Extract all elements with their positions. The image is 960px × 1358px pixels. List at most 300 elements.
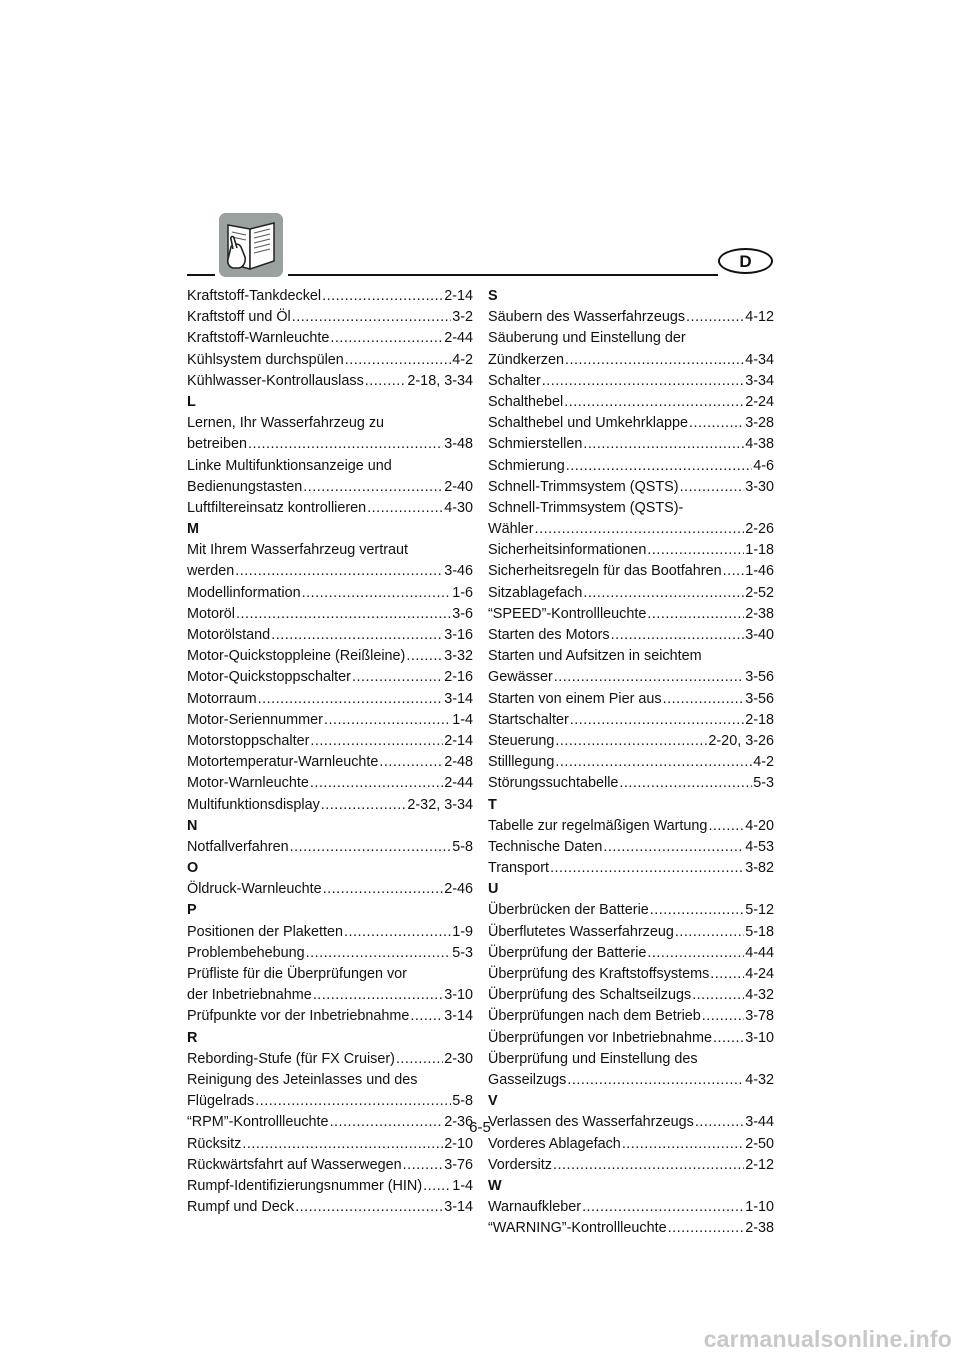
index-entry-page: 2-14 — [444, 732, 473, 749]
header-rule-right — [288, 274, 718, 276]
index-entry — [488, 392, 774, 413]
index-entry-label: Tabelle zur regelmäßigen Wartung — [488, 817, 708, 834]
index-entry-label: Überprüfung des Kraftstoffsystems — [488, 966, 710, 982]
dot-leader — [406, 646, 443, 667]
index-entry-label: Flügelrads — [187, 1093, 255, 1110]
dot-leader — [680, 477, 745, 498]
index-entry-page: 4-32 — [745, 1071, 774, 1088]
index-entry — [488, 837, 774, 858]
index-entry — [488, 583, 774, 604]
dot-leader — [345, 350, 451, 371]
dot-leader — [352, 667, 443, 688]
index-entry-label: Kraftstoff-Warnleuchte — [187, 330, 330, 347]
dot-leader — [423, 1176, 451, 1197]
dot-leader — [410, 1006, 443, 1027]
dot-leader — [310, 731, 443, 752]
index-entry-page: 3-28 — [745, 415, 774, 432]
index-entry-page: 3-78 — [745, 1008, 774, 1025]
index-entry — [187, 1049, 473, 1070]
index-entry-label: Rücksitz — [187, 1135, 242, 1152]
index-entry-label: Notfallverfahren — [187, 838, 289, 855]
dot-leader — [611, 625, 745, 646]
index-entry — [187, 1091, 473, 1112]
dot-leader — [324, 710, 451, 731]
dot-leader — [271, 625, 443, 646]
index-entry-continuation: Säuberung und Einstellung der — [488, 330, 686, 347]
dot-leader — [295, 1197, 443, 1218]
dot-leader — [650, 900, 744, 921]
dot-leader — [290, 837, 452, 858]
dot-leader — [668, 1218, 745, 1239]
index-entry-label: “SPEED”-Kontrollleuchte — [488, 605, 647, 622]
index-entry — [488, 1006, 774, 1027]
dot-leader — [647, 540, 744, 561]
index-entry-label: Gasseilzugs — [488, 1071, 567, 1088]
index-section-letter: R — [187, 1029, 198, 1046]
index-entry-label: Sitzablagefach — [488, 584, 583, 601]
index-entry-label: Rumpf und Deck — [187, 1199, 295, 1216]
index-entry — [488, 731, 774, 752]
language-badge: D — [718, 248, 773, 274]
index-entry — [187, 371, 473, 392]
index-entry-page: 3-2 — [452, 309, 473, 326]
index-entry — [488, 1134, 774, 1155]
index-entry-label: Motor-Quickstoppleine (Reißleine) — [187, 648, 406, 665]
index-entry-continuation: Überprüfung und Einstellung des — [488, 1050, 698, 1067]
dot-leader — [603, 837, 744, 858]
index-entry-page: 2-20, 3-26 — [708, 732, 774, 749]
index-entry-page: 4-2 — [452, 351, 473, 368]
dot-leader — [258, 689, 444, 710]
index-entry-label: Schmierung — [488, 457, 565, 474]
index-entry — [187, 985, 473, 1006]
dot-leader — [647, 943, 744, 964]
index-entry-page: 2-12 — [745, 1156, 774, 1173]
watermark: carmanualsonline.info — [703, 1326, 952, 1352]
index-entry — [187, 328, 473, 349]
dot-leader — [582, 1197, 744, 1218]
index-entry-continuation: Starten und Aufsitzen in seichtem — [488, 648, 702, 665]
index-entry-page: 5-8 — [452, 1093, 473, 1110]
index-entry-page: 5-12 — [745, 902, 774, 919]
index-entry-page: 3-34 — [745, 372, 774, 389]
dot-leader — [689, 413, 744, 434]
index-entry-page: 2-50 — [745, 1135, 774, 1152]
index-entry — [187, 943, 473, 964]
dot-leader — [702, 1006, 744, 1027]
index-entry-label: der Inbetriebnahme — [187, 987, 312, 1004]
dot-leader — [619, 773, 752, 794]
index-entry-label: werden — [187, 563, 235, 580]
index-entry-label: “RPM”-Kontrollleuchte — [187, 1114, 329, 1131]
index-entry — [187, 286, 473, 307]
index-section-letter: N — [187, 817, 198, 834]
manual-hand-icon — [219, 213, 283, 277]
index-entry-page: 3-48 — [444, 436, 473, 453]
index-entry — [488, 1155, 774, 1176]
index-entry-label: Schalthebel und Umkehrklappe — [488, 415, 688, 432]
index-entry — [488, 1028, 774, 1049]
index-entry-label: Motortemperatur-Warnleuchte — [187, 754, 379, 771]
dot-leader — [396, 1049, 443, 1070]
index-entry-page: 2-16 — [444, 669, 473, 686]
index-entry-label: Motor-Seriennummer — [187, 711, 323, 728]
index-column-right — [488, 286, 774, 1239]
index-entry — [488, 350, 774, 371]
header-rule-left — [187, 274, 215, 276]
index-entry-page: 2-10 — [444, 1135, 473, 1152]
index-entry-label: Motorölstand — [187, 627, 271, 643]
index-entry-label: Luftfiltereinsatz kontrollieren — [187, 499, 367, 516]
dot-leader — [550, 858, 744, 879]
index-entry-label: Überprüfungen nach dem Betrieb — [488, 1008, 701, 1025]
dot-leader — [344, 922, 451, 943]
index-entry-page: 3-16 — [444, 627, 473, 643]
dot-leader — [708, 816, 744, 837]
index-entry-page: 4-44 — [745, 944, 774, 961]
index-entry-label: Warnaufkleber — [488, 1199, 582, 1216]
index-entry — [488, 943, 774, 964]
dot-leader — [713, 1028, 744, 1049]
index-section-letter: M — [187, 521, 199, 538]
index-entry-label: Vorderes Ablagefach — [488, 1135, 621, 1152]
index-entry — [488, 816, 774, 837]
dot-leader — [255, 1091, 451, 1112]
index-entry-label: Kühlwasser-Kontrollauslass — [187, 372, 364, 389]
index-entry — [187, 922, 473, 943]
index-entry-continuation: Mit Ihrem Wasserfahrzeug vertraut — [187, 542, 408, 559]
index-entry-page: 4-30 — [444, 499, 473, 516]
index-entry-label: Kraftstoff und Öl — [187, 309, 291, 326]
dot-leader — [567, 1070, 744, 1091]
dot-leader — [379, 752, 443, 773]
index-entry-label: Wähler — [488, 521, 534, 538]
page-number: 6-5 — [469, 1119, 491, 1136]
index-entry-page: 3-10 — [745, 1029, 774, 1046]
dot-leader — [235, 561, 443, 582]
index-entry — [187, 1134, 473, 1155]
index-entry-label: Motoröl — [187, 605, 235, 622]
index-entry — [187, 752, 473, 773]
index-entry-label: Technische Daten — [488, 838, 603, 855]
index-entry-label: Überflutetes Wasserfahrzeug — [488, 923, 674, 940]
dot-leader — [663, 689, 745, 710]
index-entry-page: 2-30 — [444, 1050, 473, 1067]
index-entry-page: 5-3 — [452, 944, 473, 961]
index-entry-label: Transport — [488, 860, 550, 877]
index-section-letter: W — [488, 1177, 502, 1194]
index-entry-page: 2-44 — [444, 775, 473, 792]
dot-leader — [242, 1134, 443, 1155]
dot-leader — [686, 307, 744, 328]
dot-leader — [565, 350, 744, 371]
dot-leader — [566, 456, 752, 477]
index-entry-page: 4-20 — [745, 817, 774, 834]
index-entry-page: 3-44 — [745, 1114, 774, 1131]
index-entry-label: Motorraum — [187, 690, 257, 707]
index-entry-page: 1-18 — [745, 542, 774, 559]
index-entry — [187, 731, 473, 752]
dot-leader — [313, 985, 443, 1006]
index-entry-label: Überprüfung der Batterie — [488, 944, 647, 961]
dot-leader — [647, 604, 744, 625]
index-entry-page: 2-18 — [745, 711, 774, 728]
index-entry-label: Problembehebung — [187, 944, 305, 961]
index-entry-page: 2-14 — [444, 288, 473, 304]
index-entry-label: Startschalter — [488, 711, 569, 728]
index-entry — [187, 1155, 473, 1176]
dot-leader — [583, 434, 744, 455]
index-entry — [187, 1176, 473, 1197]
index-entry — [187, 477, 473, 498]
index-entry-page: 3-30 — [745, 478, 774, 495]
index-entry-label: Prüfpunkte vor der Inbetriebnahme — [187, 1008, 410, 1025]
index-entry-continuation: Reinigung des Jeteinlasses und des — [187, 1071, 418, 1088]
index-entry — [187, 583, 473, 604]
index-entry-page: 4-24 — [745, 966, 774, 982]
index-entry — [488, 625, 774, 646]
index-entry — [488, 858, 774, 879]
index-entry — [187, 1006, 473, 1027]
index-entry-page: 2-40 — [444, 478, 473, 495]
index-entry — [488, 752, 774, 773]
dot-leader — [302, 583, 452, 604]
index-entry-page: 2-38 — [745, 1220, 774, 1237]
index-entry-page: 3-76 — [444, 1156, 473, 1173]
index-entry-label: Rebording-Stufe (für FX Cruiser) — [187, 1050, 395, 1067]
index-entry-label: Schnell-Trimmsystem (QSTS) — [488, 478, 679, 495]
index-entry-page: 2-36 — [444, 1114, 473, 1131]
index-entry-label: Motor-Quickstoppschalter — [187, 669, 351, 686]
index-entry — [187, 434, 473, 455]
index-entry — [187, 689, 473, 710]
index-entry-page: 1-46 — [745, 563, 774, 580]
dot-leader — [622, 1134, 744, 1155]
index-entry-page: 4-6 — [753, 457, 774, 474]
index-entry-label: betreiben — [187, 436, 248, 453]
index-entry — [488, 710, 774, 731]
dot-leader — [675, 922, 744, 943]
index-entry-label: Überprüfung des Schaltseilzugs — [488, 987, 692, 1004]
index-entry-continuation: Lernen, Ihr Wasserfahrzeug zu — [187, 415, 385, 432]
index-entry — [187, 773, 473, 794]
index-entry-label: Schalthebel — [488, 393, 564, 410]
index-entry — [187, 307, 473, 328]
index-entry — [488, 900, 774, 921]
index-section-letter: T — [488, 796, 497, 813]
index-entry — [488, 477, 774, 498]
dot-leader — [367, 498, 443, 519]
index-entry-label: Störungssuchtabelle — [488, 775, 619, 792]
dot-leader — [365, 371, 407, 392]
index-entry-label: Sicherheitsregeln für das Bootfahren — [488, 563, 722, 580]
index-entry-label: Gewässer — [488, 669, 553, 686]
dot-leader — [310, 773, 443, 794]
index-entry-label: “WARNING”-Kontrollleuchte — [488, 1220, 667, 1237]
index-entry — [187, 604, 473, 625]
index-entry — [187, 498, 473, 519]
index-entry-page: 2-52 — [745, 584, 774, 601]
index-entry — [187, 879, 473, 900]
index-entry-label: Verlassen des Wasserfahrzeugs — [488, 1114, 694, 1131]
index-entry — [488, 540, 774, 561]
index-section-letter: U — [488, 881, 499, 898]
index-entry — [488, 922, 774, 943]
index-entry-page: 5-3 — [753, 775, 774, 792]
dot-leader — [723, 561, 745, 582]
dot-leader — [570, 710, 744, 731]
index-entry-label: Stilllegung — [488, 754, 555, 771]
dot-leader — [583, 583, 744, 604]
index-entry-label: Rückwärtsfahrt auf Wasserwegen — [187, 1156, 402, 1173]
index-entry-page: 3-10 — [444, 987, 473, 1004]
index-entry-page: 4-32 — [745, 987, 774, 1004]
index-section-letter: V — [488, 1093, 498, 1110]
index-entry — [488, 519, 774, 540]
index-entry — [488, 561, 774, 582]
index-entry-label: Säubern des Wasserfahrzeugs — [488, 309, 686, 326]
dot-leader — [248, 434, 443, 455]
index-entry-label: Starten des Motors — [488, 627, 610, 643]
index-entry-label: Zündkerzen — [488, 351, 564, 368]
dot-leader — [403, 1155, 444, 1176]
index-entry — [187, 667, 473, 688]
index-entry-page: 3-14 — [444, 1199, 473, 1216]
dot-leader — [306, 943, 452, 964]
index-entry-page: 3-56 — [745, 669, 774, 686]
index-entry-label: Steuerung — [488, 732, 555, 749]
index-entry — [488, 434, 774, 455]
index-entry-continuation: Prüfliste für die Überprüfungen vor — [187, 966, 407, 982]
index-entry — [488, 1197, 774, 1218]
index-entry-label: Vordersitz — [488, 1156, 552, 1173]
index-section-letter: P — [187, 902, 197, 919]
index-entry-page: 2-18, 3-34 — [407, 372, 473, 389]
dot-leader — [564, 392, 744, 413]
index-entry-page: 3-32 — [444, 648, 473, 665]
index-entry-label: Positionen der Plaketten — [187, 923, 343, 940]
index-entry — [187, 350, 473, 371]
dot-leader — [710, 964, 744, 985]
index-entry-page: 1-4 — [452, 1177, 473, 1194]
index-entry-page: 3-14 — [444, 1008, 473, 1025]
index-entry — [187, 561, 473, 582]
index-entry — [187, 837, 473, 858]
index-section-letter: S — [488, 288, 498, 304]
index-entry-page: 5-18 — [745, 923, 774, 940]
index-entry-page: 2-32, 3-34 — [407, 796, 473, 813]
index-entry — [488, 307, 774, 328]
index-entry-page: 2-46 — [444, 881, 473, 898]
index-entry — [488, 1218, 774, 1239]
index-entry — [488, 371, 774, 392]
index-entry-page: 3-46 — [444, 563, 473, 580]
index-entry-label: Kraftstoff-Tankdeckel — [187, 288, 322, 304]
index-entry-page: 2-48 — [444, 754, 473, 771]
index-entry — [187, 710, 473, 731]
index-entry-label: Rumpf-Identifizierungsnummer (HIN) — [187, 1177, 423, 1194]
index-entry-page: 1-9 — [452, 923, 473, 940]
dot-leader — [692, 985, 744, 1006]
index-entry — [488, 456, 774, 477]
index-entry-label: Sicherheitsinformationen — [488, 542, 647, 559]
index-entry — [488, 689, 774, 710]
index-entry-page: 3-82 — [745, 860, 774, 877]
index-entry — [488, 964, 774, 985]
index-entry — [488, 667, 774, 688]
dot-leader — [330, 328, 443, 349]
index-section-letter: O — [187, 860, 199, 877]
index-entry — [488, 413, 774, 434]
index-entry-label: Motorstoppschalter — [187, 732, 310, 749]
index-entry-page: 4-53 — [745, 838, 774, 855]
index-entry-continuation: Schnell-Trimmsystem (QSTS)- — [488, 499, 684, 516]
index-entry-page: 2-24 — [745, 393, 774, 410]
index-entry — [187, 646, 473, 667]
index-entry-page: 4-38 — [745, 436, 774, 453]
index-entry-label: Bedienungstasten — [187, 478, 303, 495]
index-entry-label: Öldruck-Warnleuchte — [187, 881, 322, 898]
index-entry-page: 2-44 — [444, 330, 473, 347]
index-entry-label: Überprüfungen vor Inbetriebnahme — [488, 1029, 712, 1046]
index-entry-page: 1-4 — [452, 711, 473, 728]
dot-leader — [555, 731, 707, 752]
dot-leader — [322, 286, 443, 307]
index-entry-label: Schmierstellen — [488, 436, 583, 453]
index-entry — [488, 773, 774, 794]
index-entry-page: 3-56 — [745, 690, 774, 707]
index-entry — [488, 985, 774, 1006]
index-entry — [187, 625, 473, 646]
index-entry-page: 4-34 — [745, 351, 774, 368]
index-entry-label: Motor-Warnleuchte — [187, 775, 309, 792]
dot-leader — [535, 519, 745, 540]
index-entry — [488, 604, 774, 625]
index-entry — [488, 1070, 774, 1091]
dot-leader — [542, 371, 744, 392]
index-entry-page: 3-6 — [452, 605, 473, 622]
index-entry-page: 2-26 — [745, 521, 774, 538]
index-entry-continuation: Linke Multifunktionsanzeige und — [187, 457, 392, 474]
index-entry-page: 4-12 — [745, 309, 774, 326]
dot-leader — [554, 667, 744, 688]
index-column-left — [187, 286, 473, 1218]
index-entry-label: Multifunktionsdisplay — [187, 796, 320, 813]
index-entry-label: Überbrücken der Batterie — [488, 902, 649, 919]
index-entry-page: 3-14 — [444, 690, 473, 707]
index-entry-page: 1-6 — [452, 584, 473, 601]
dot-leader — [553, 1155, 744, 1176]
index-entry — [187, 795, 473, 816]
index-entry-page: 1-10 — [745, 1199, 774, 1216]
dot-leader — [236, 604, 451, 625]
index-entry-label: Modellinformation — [187, 584, 301, 601]
index-entry-label: Starten von einem Pier aus — [488, 690, 662, 707]
index-entry-page: 2-38 — [745, 605, 774, 622]
dot-leader — [321, 795, 407, 816]
index-entry-page: 3-40 — [745, 627, 774, 643]
dot-leader — [555, 752, 752, 773]
index-entry-label: Schalter — [488, 372, 541, 389]
dot-leader — [292, 307, 451, 328]
index-entry-page: 4-2 — [753, 754, 774, 771]
index-entry-page: 5-8 — [452, 838, 473, 855]
index-entry — [187, 1197, 473, 1218]
index-section-letter: L — [187, 393, 196, 410]
dot-leader — [323, 879, 444, 900]
dot-leader — [303, 477, 443, 498]
index-entry-label: Kühlsystem durchspülen — [187, 351, 344, 368]
